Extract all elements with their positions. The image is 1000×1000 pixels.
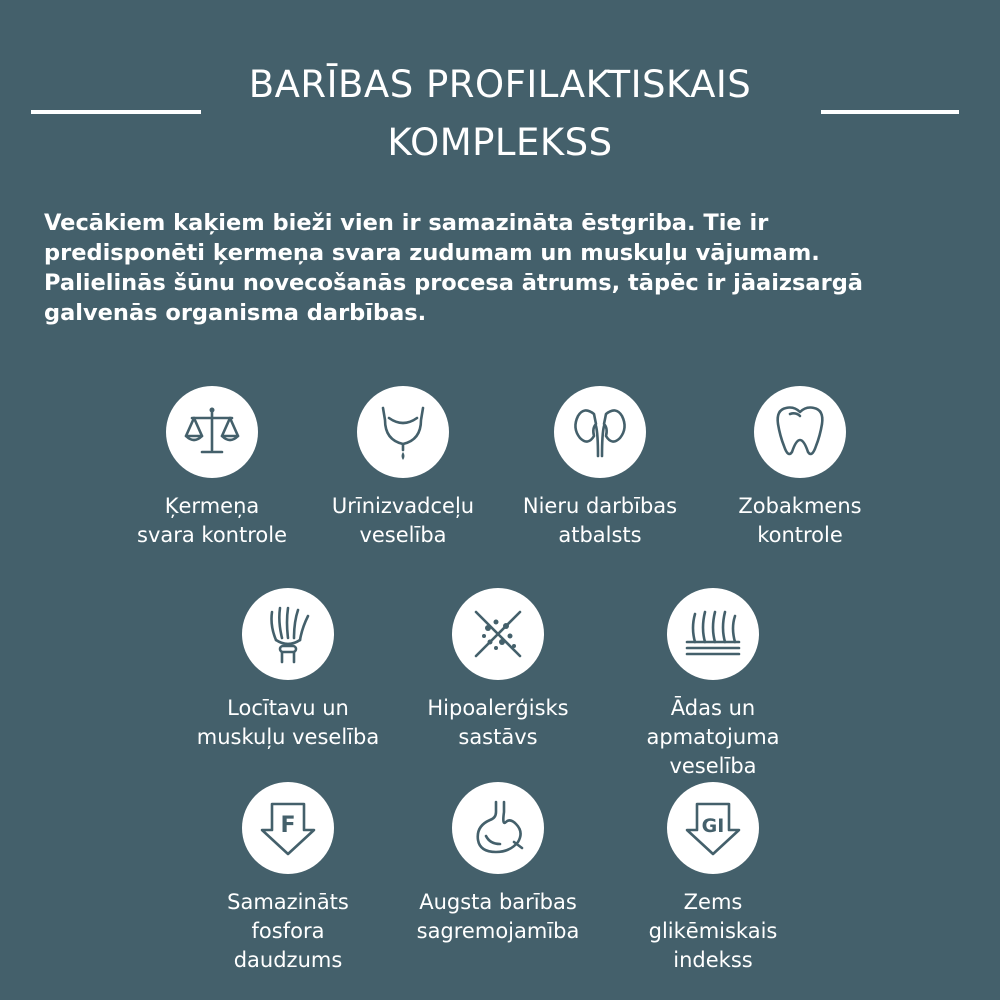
feature-label-line: sastāvs [458, 725, 538, 749]
glycemic-index-icon [667, 782, 759, 874]
feature-label-line: Samazināts [227, 890, 349, 914]
feature-label-line: muskuļu veselība [196, 725, 380, 749]
feature-label-line: Ādas un [670, 696, 756, 720]
feature-weight-control [102, 386, 322, 550]
feature-high-digestibility [388, 782, 608, 946]
tooth-icon [754, 386, 846, 478]
intro-line: Palielinās šūnu novecošanās procesa ātrums, tāpēc ir jāaizsargā [44, 270, 863, 296]
title-rule-right [821, 110, 959, 114]
feature-hypoallergenic [388, 588, 608, 752]
feature-label-line: Nieru darbības [522, 494, 678, 518]
feature-label-line: Urīnizvadceļu [331, 494, 475, 518]
scales-icon [166, 386, 258, 478]
feature-kidney-support [490, 386, 710, 550]
feature-label-line: veselība [359, 523, 447, 547]
feature-label [178, 694, 398, 752]
intro-line: Vecākiem kaķiem bieži vien ir samazināta ēstgriba. Tie ir [44, 210, 769, 236]
feature-label-line: atbalsts [558, 523, 642, 547]
feature-label-line: Ķermeņa [164, 494, 260, 518]
page-title-line-2: KOMPLEKSS [387, 121, 613, 164]
feature-label [490, 492, 710, 550]
bladder-icon [357, 386, 449, 478]
feature-label-line: daudzums [233, 948, 343, 972]
feature-label-line: fosfora [251, 919, 325, 943]
intro-line: predisponēti ķermeņa svara zudumam un muskuļu vājumam. [44, 240, 820, 266]
feature-label [388, 888, 608, 946]
feature-label-line: Locītavu un [227, 696, 349, 720]
feature-label-line: glikēmiskais [648, 919, 778, 943]
page-title [200, 56, 800, 172]
feature-label [603, 888, 823, 975]
phosphorus-icon-text: F [280, 813, 296, 838]
feature-label [690, 492, 910, 550]
feature-label-line: veselība [669, 754, 757, 778]
feature-label-line: Hipoalerģisks [427, 696, 569, 720]
feature-label-line: indekss [673, 948, 753, 972]
feature-label [102, 492, 322, 550]
joint-icon [242, 588, 334, 680]
feature-skin-coat-health [603, 588, 823, 781]
feature-label-line: Zobakmens [738, 494, 862, 518]
feature-label [603, 694, 823, 781]
skin-hair-icon [667, 588, 759, 680]
kidneys-icon [554, 386, 646, 478]
glycemic-icon-text: GI [701, 815, 725, 837]
stomach-icon [452, 782, 544, 874]
feature-urinary-health [293, 386, 513, 550]
page-title-line-1: BARĪBAS PROFILAKTISKAIS [248, 63, 752, 106]
hypoallergenic-icon [452, 588, 544, 680]
title-rule-left [31, 110, 201, 114]
feature-label-line: apmatojuma [646, 725, 780, 749]
feature-label-line: Zems [683, 890, 743, 914]
feature-label-line: kontrole [757, 523, 843, 547]
feature-label-line: Augsta barības [419, 890, 577, 914]
intro-line: galvenās organisma darbības. [44, 300, 427, 326]
feature-joint-muscle-health [178, 588, 398, 752]
feature-label [293, 492, 513, 550]
feature-label-line: sagremojamība [416, 919, 580, 943]
feature-tartar-control [690, 386, 910, 550]
intro-paragraph [44, 208, 974, 328]
phosphorus-icon [242, 782, 334, 874]
feature-low-glycemic-index [603, 782, 823, 975]
feature-label [178, 888, 398, 975]
feature-label-line: svara kontrole [137, 523, 287, 547]
feature-reduced-phosphorus [178, 782, 398, 975]
feature-label [388, 694, 608, 752]
